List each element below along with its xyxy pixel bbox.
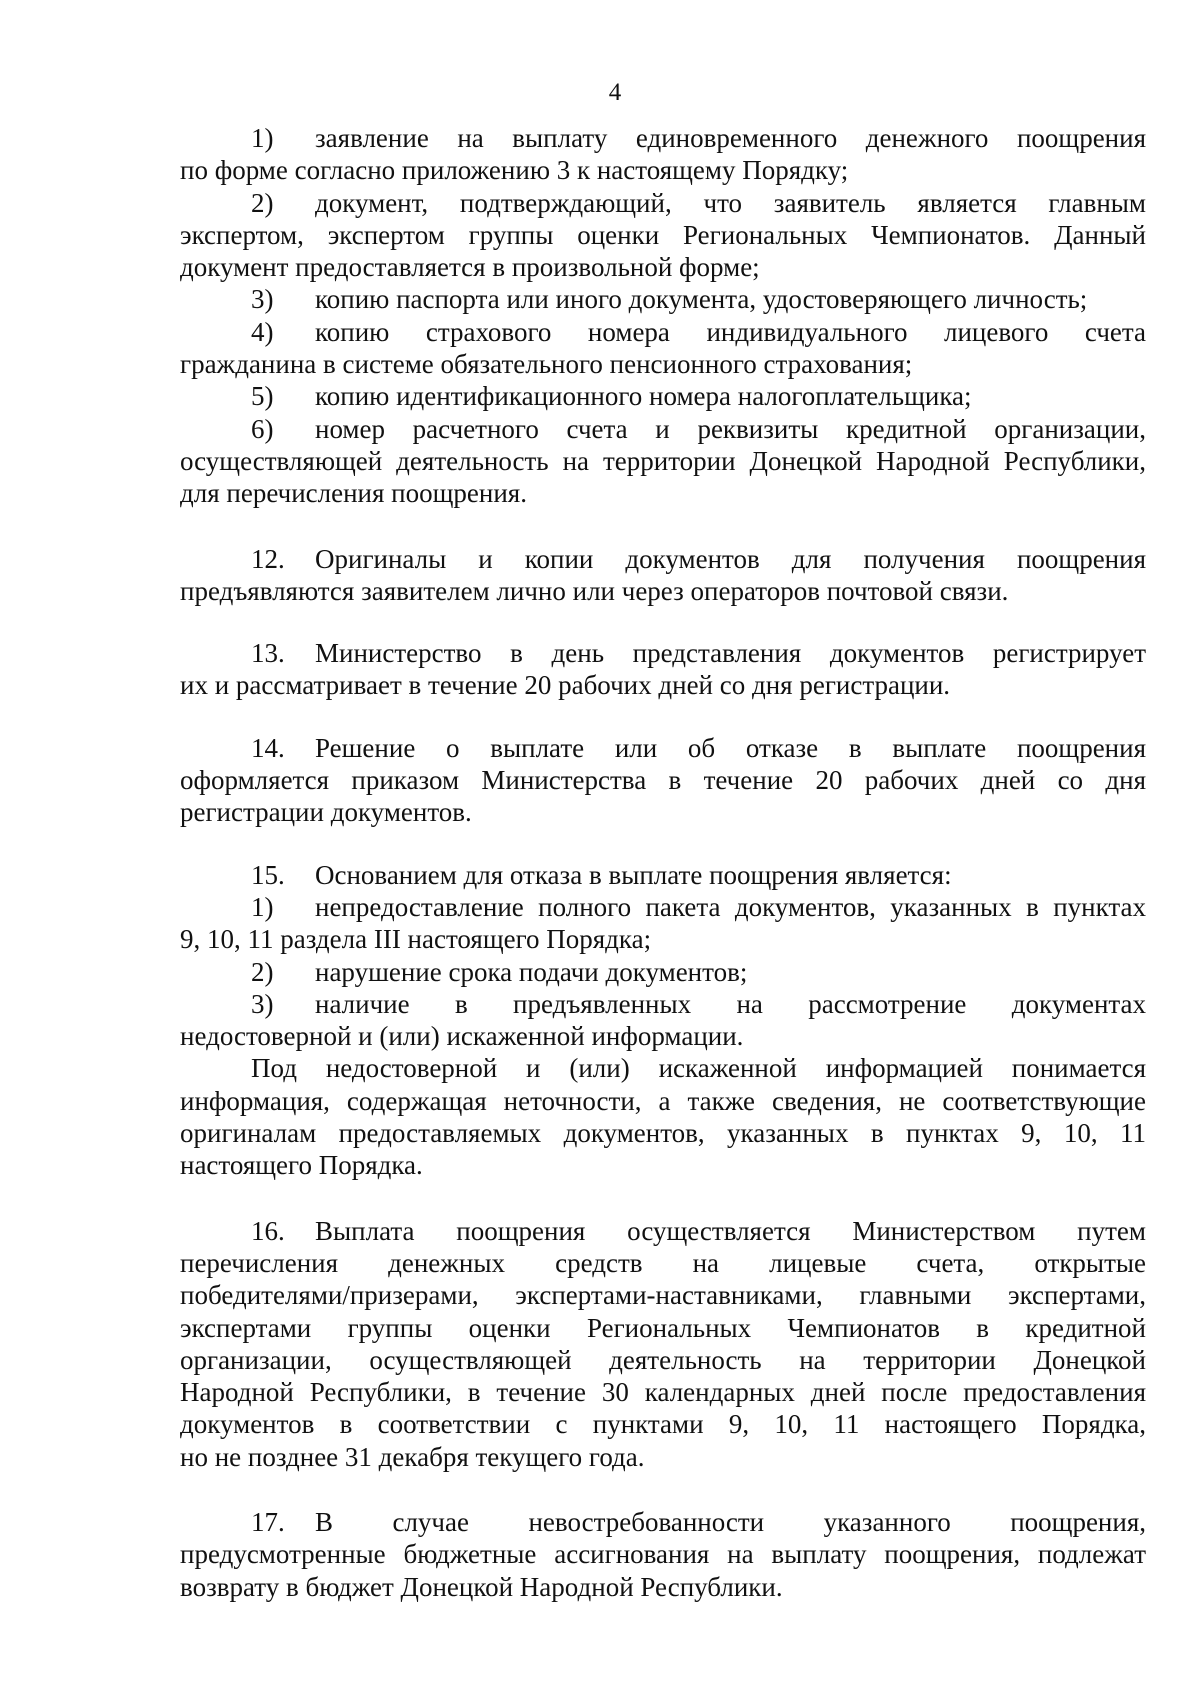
list-item-3 bbox=[180, 283, 1146, 315]
sub-item-3 bbox=[180, 988, 1146, 1020]
note-line-3: оригиналам предоставляемых документов, указанных в пунктах 9, 10, 11 bbox=[180, 1118, 1146, 1149]
paragraph-number: 14. bbox=[251, 732, 285, 763]
sub-item-2 bbox=[180, 956, 1146, 988]
paragraph-number: 13. bbox=[251, 638, 285, 669]
item-text: копию идентификационного номера налогоплательщика; bbox=[315, 381, 972, 412]
list-item-6-cont2: для перечисления поощрения. bbox=[180, 478, 527, 509]
item-label: 6) bbox=[251, 413, 274, 444]
paragraph-17 bbox=[180, 1506, 1146, 1538]
paragraph-14-cont2: регистрации документов. bbox=[180, 797, 472, 828]
note-line-1: Под недостоверной и (или) искаженной информацией понимается bbox=[251, 1053, 1146, 1084]
item-text: непредоставление полного пакета документов, указанных в пунктах bbox=[315, 891, 1146, 922]
paragraph-16-line-8: но не позднее 31 декабря текущего года. bbox=[180, 1441, 645, 1472]
item-text: копию паспорта или иного документа, удостоверяющего личность; bbox=[315, 284, 1088, 315]
list-item-5 bbox=[180, 380, 1146, 412]
document-body bbox=[180, 122, 1146, 1603]
item-text: документ, подтверждающий, что заявитель является главным bbox=[315, 187, 1146, 218]
item-text: нарушение срока подачи документов; bbox=[315, 956, 748, 987]
paragraph-text: Основанием для отказа в выплате поощрения является: bbox=[315, 859, 952, 890]
paragraph-13-cont: их и рассматривает в течение 20 рабочих дней со дня регистрации. bbox=[180, 670, 951, 701]
list-item-6 bbox=[180, 413, 1146, 445]
list-item-4 bbox=[180, 316, 1146, 348]
item-text: наличие в предъявленных на рассмотрение документах bbox=[315, 988, 1146, 1019]
sub-item-1-cont: 9, 10, 11 раздела III настоящего Порядка; bbox=[180, 924, 652, 955]
sub-item-1 bbox=[180, 891, 1146, 923]
list-item-2-cont: экспертом, экспертом группы оценки Региональных Чемпионатов. Данный bbox=[180, 219, 1146, 250]
paragraph-16-line-4: экспертами группы оценки Региональных Чемпионатов в кредитной bbox=[180, 1312, 1146, 1343]
paragraph-text: Решение о выплате или об отказе в выплате поощрения bbox=[315, 732, 1146, 763]
item-text: копию страхового номера индивидуального лицевого счета bbox=[315, 316, 1146, 347]
note-line-4: настоящего Порядка. bbox=[180, 1150, 423, 1181]
list-item-1 bbox=[180, 122, 1146, 154]
paragraph-16-line-5: организации, осуществляющей деятельность на территории Донецкой bbox=[180, 1344, 1146, 1375]
paragraph-17-line-2: предусмотренные бюджетные ассигнования на выплату поощрения, подлежат bbox=[180, 1539, 1146, 1570]
item-label: 3) bbox=[251, 988, 274, 1019]
item-label: 1) bbox=[251, 123, 274, 153]
paragraph-16 bbox=[180, 1215, 1146, 1247]
paragraph-number: 17. bbox=[251, 1506, 285, 1537]
item-text: заявление на выплату единовременного денежного поощрения bbox=[315, 123, 1146, 153]
list-item-2 bbox=[180, 187, 1146, 219]
paragraph-16-line-6: Народной Республики, в течение 30 календарных дней после предоставления bbox=[180, 1377, 1146, 1408]
item-label: 2) bbox=[251, 956, 274, 987]
list-item-4-cont: гражданина в системе обязательного пенсионного страхования; bbox=[180, 349, 913, 380]
paragraph-number: 12. bbox=[251, 543, 285, 574]
paragraph-12 bbox=[180, 543, 1146, 575]
sub-item-3-cont: недостоверной и (или) искаженной информации. bbox=[180, 1021, 744, 1052]
item-label: 1) bbox=[251, 891, 274, 922]
item-label: 5) bbox=[251, 381, 274, 412]
paragraph-12-cont: предъявляются заявителем лично или через операторов почтовой связи. bbox=[180, 575, 1009, 606]
paragraph-number: 15. bbox=[251, 859, 285, 890]
paragraph-13 bbox=[180, 637, 1146, 669]
paragraph-16-line-7: документов в соответствии с пунктами 9, 10, 11 настоящего Порядка, bbox=[180, 1409, 1146, 1440]
list-item-2-cont2: документ предоставляется в произвольной форме; bbox=[180, 252, 760, 283]
paragraph-text: В случае невостребованности указанного поощрения, bbox=[315, 1506, 1146, 1537]
paragraph-text: Министерство в день представления документов регистрирует bbox=[315, 638, 1146, 669]
paragraph-15 bbox=[180, 859, 1146, 891]
item-label: 3) bbox=[251, 284, 274, 315]
item-text: номер расчетного счета и реквизиты кредитной организации, bbox=[315, 413, 1146, 444]
paragraph-16-line-3: победителями/призерами, экспертами-наставниками, главными экспертами, bbox=[180, 1280, 1146, 1311]
item-label: 2) bbox=[251, 187, 274, 218]
item-label: 4) bbox=[251, 316, 274, 347]
page-number: 4 bbox=[608, 79, 622, 106]
paragraph-16-line-2: перечисления денежных средств на лицевые счета, открытые bbox=[180, 1247, 1146, 1278]
list-item-6-cont: осуществляющей деятельность на территории Донецкой Народной Республики, bbox=[180, 445, 1146, 476]
paragraph-number: 16. bbox=[251, 1215, 285, 1246]
note-line-2: информация, содержащая неточности, а также сведения, не соответствующие bbox=[180, 1085, 1146, 1116]
paragraph-14 bbox=[180, 732, 1146, 764]
paragraph-text: Выплата поощрения осуществляется Министерством путем bbox=[315, 1215, 1146, 1246]
list-item-1-cont: по форме согласно приложению 3 к настоящему Порядку; bbox=[180, 155, 849, 186]
paragraph-17-line-3: возврату в бюджет Донецкой Народной Республики. bbox=[180, 1571, 783, 1602]
paragraph-text: Оригиналы и копии документов для получения поощрения bbox=[315, 543, 1146, 574]
paragraph-14-cont: оформляется приказом Министерства в течение 20 рабочих дней со дня bbox=[180, 765, 1146, 796]
